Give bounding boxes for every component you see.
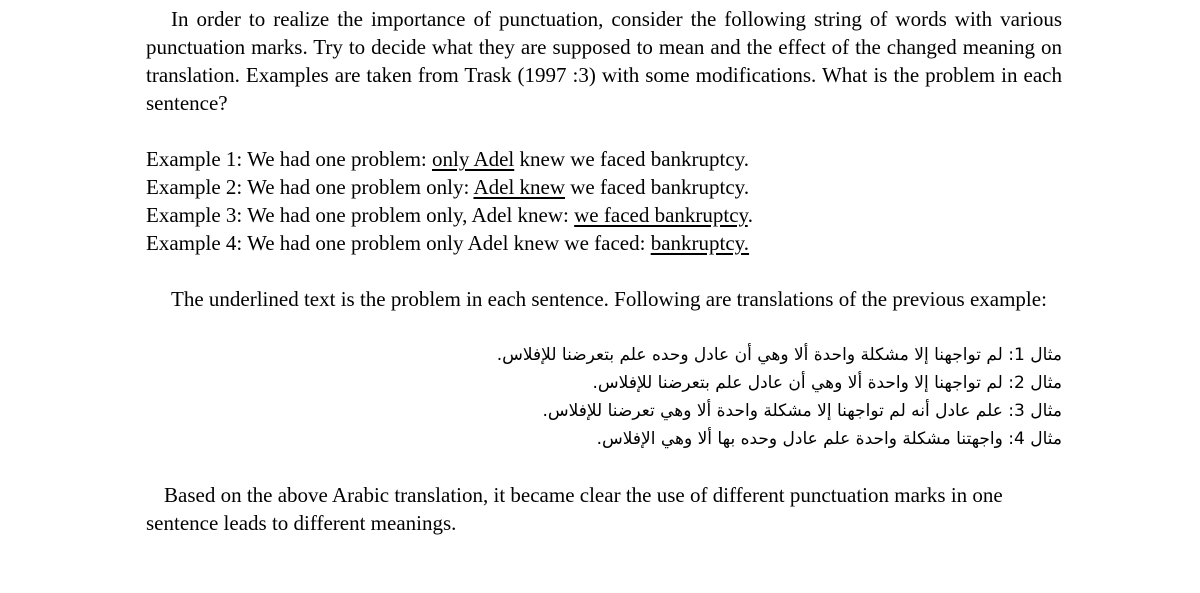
- example-4-text: Example 4: We had one problem only Adel knew we faced:: [146, 231, 651, 255]
- example-line-1: [146, 145, 1062, 173]
- example-2-text: Example 2: We had one problem only:: [146, 175, 474, 199]
- english-examples-list: [146, 145, 1062, 257]
- example-1-underlined: only Adel: [432, 147, 515, 171]
- followup-paragraph: The underlined text is the problem in each sentence. Following are translations of the previous example:: [171, 287, 1047, 311]
- arabic-example-4: مثال 4: واجهتنا مشكلة واحدة علم عادل وحده بها ألا وهي الإفلاس.: [596, 429, 1062, 449]
- example-3-rest: .: [747, 203, 753, 227]
- example-2-rest: we faced bankruptcy.: [565, 175, 750, 199]
- example-1-text: Example 1: We had one problem:: [146, 147, 433, 171]
- arabic-translations-list: [146, 341, 1062, 453]
- arabic-example-3: مثال 3: علم عادل أنه لم تواجهنا إلا مشكلة واحدة ألا وهي تعرضنا للإفلاس.: [542, 401, 1062, 421]
- conclusion-paragraph: Based on the above Arabic translation, it became clear the use of different punctuation marks in one sentence leads to different meanings.: [146, 483, 1003, 535]
- example-4-underlined: bankruptcy.: [650, 231, 750, 255]
- arabic-example-2: مثال 2: لم تواجهنا إلا واحدة ألا وهي أن عادل علم بتعرضنا للإفلاس.: [592, 373, 1062, 393]
- example-3-underlined: we faced bankruptcy: [574, 203, 748, 227]
- intro-paragraph: In order to realize the importance of punctuation, consider the following string of words with various punctuation marks. Try to decide what they are supposed to mean and the effect of the changed meaning on translation. Examples are taken from Trask (1997 :3) with some modifications. What is the problem in each sentence?: [146, 7, 1062, 115]
- arabic-example-1: مثال 1: لم تواجهنا إلا مشكلة واحدة ألا وهي أن عادل وحده علم بتعرضنا للإفلاس.: [496, 345, 1062, 365]
- example-3-text: Example 3: We had one problem only, Adel knew:: [146, 203, 575, 227]
- example-line-3: [146, 201, 1062, 229]
- example-line-2: [146, 173, 1062, 201]
- example-2-underlined: Adel knew: [473, 175, 566, 199]
- example-1-rest: knew we faced bankruptcy.: [514, 147, 750, 171]
- example-line-4: [146, 229, 1062, 257]
